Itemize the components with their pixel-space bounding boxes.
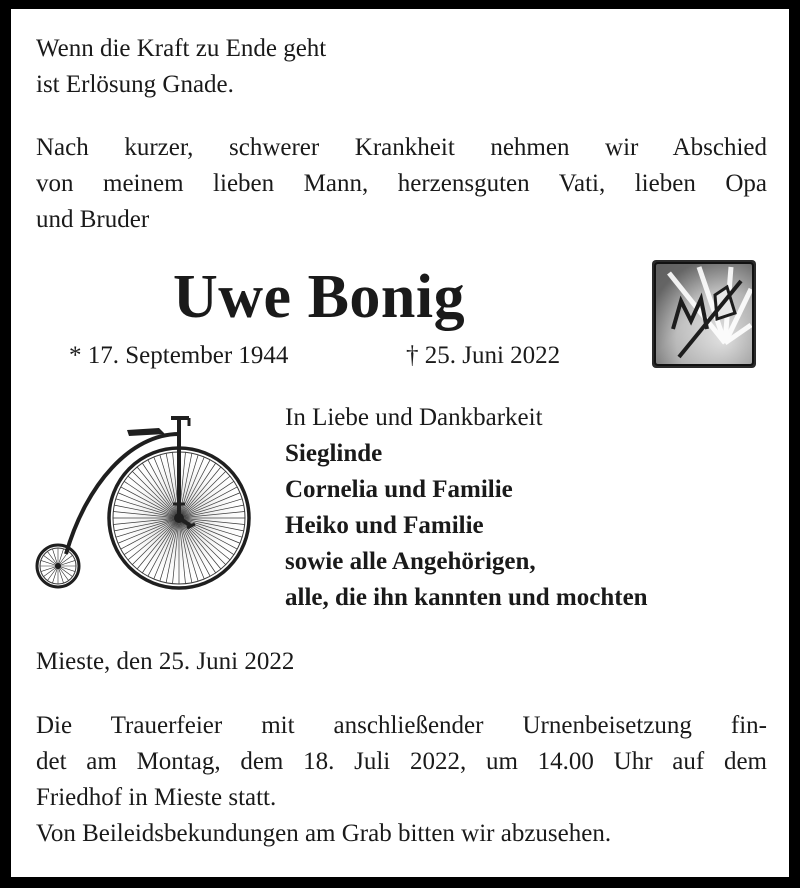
place-date: Mieste, den 25. Juni 2022 bbox=[36, 648, 295, 675]
lodge-emblem-icon bbox=[651, 259, 757, 369]
funeral-line-4: Von Beileidsbekundungen am Grab bitten wir abzusehen. bbox=[36, 820, 612, 847]
intro-line-2: von meinem lieben Mann, herzensguten Vati, lieben Opa bbox=[36, 170, 767, 197]
mourners-heading: In Liebe und Dankbarkeit bbox=[285, 404, 543, 431]
obituary-notice bbox=[11, 9, 789, 877]
mourner-name: Sieglinde bbox=[285, 440, 383, 467]
intro-line-3: und Bruder bbox=[36, 206, 150, 233]
mourner-name: sowie alle Angehörigen, bbox=[285, 548, 536, 575]
motto-line-1: Wenn die Kraft zu Ende geht bbox=[36, 35, 327, 62]
birth-date: * 17. September 1944 bbox=[69, 342, 289, 369]
deceased-name: Uwe Bonig bbox=[173, 263, 466, 331]
mourner-name: Cornelia und Familie bbox=[285, 476, 513, 503]
funeral-line-3: Friedhof in Mieste statt. bbox=[36, 784, 277, 811]
funeral-line-1: Die Trauerfeier mit anschließender Urnenbeisetzung fin- bbox=[36, 712, 767, 739]
mourner-name: alle, die ihn kannten und mochten bbox=[285, 584, 648, 611]
funeral-line-2: det am Montag, dem 18. Juli 2022, um 14.00 Uhr auf dem bbox=[36, 748, 767, 775]
penny-farthing-bicycle-icon bbox=[31, 404, 261, 604]
mourner-name: Heiko und Familie bbox=[285, 512, 484, 539]
motto-line-2: ist Erlösung Gnade. bbox=[36, 71, 234, 98]
death-date: † 25. Juni 2022 bbox=[406, 342, 561, 369]
intro-line-1: Nach kurzer, schwerer Krankheit nehmen wir Abschied bbox=[36, 134, 767, 161]
